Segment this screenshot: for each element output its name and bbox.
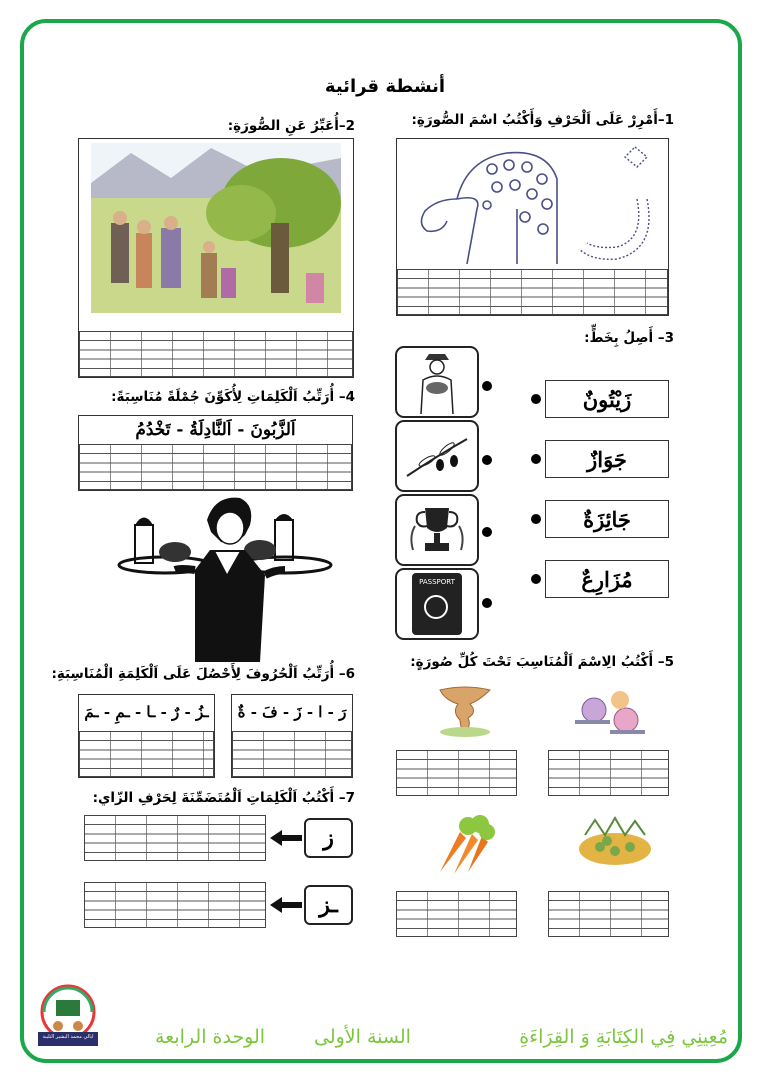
activity6-box-left: [78, 694, 215, 778]
activity1-writing-lines[interactable]: [397, 269, 668, 315]
vegetables-icon: [575, 815, 655, 870]
activity5-writing-lines[interactable]: [548, 891, 669, 937]
school-logo: [34, 982, 102, 1050]
image-connect-dot[interactable]: [482, 381, 492, 391]
image-connect-dot[interactable]: [482, 598, 492, 608]
footer-book-title: مُعِينِي فِي الكِتَابَةِ وَ القِرَاءَةِ: [519, 1026, 728, 1048]
activity2-instruction: 2–أُعَبِّرُ عَنِ الصُّورَةِ:: [227, 118, 355, 134]
activity4-writing-lines[interactable]: [79, 444, 352, 490]
activity7-writing-lines[interactable]: [84, 815, 266, 861]
tornado-icon: [430, 682, 500, 737]
footer-unit: الوحدة الرابعة: [155, 1026, 266, 1048]
activity4-instruction: 4– أُرَتِّبُ اَلْكَلِمَاتِ لِأُكَوِّنَ جُمْلَةً مُنَاسِبَةً:: [111, 389, 355, 405]
picture-olive-branch: [395, 420, 479, 492]
activity6-box-right: [231, 694, 353, 778]
word-connect-dot[interactable]: [531, 454, 541, 464]
activity5-writing-lines[interactable]: [396, 891, 517, 937]
activity7-letter-isolated: ز: [304, 818, 353, 858]
activity7-letter-connected: ـز: [304, 885, 353, 925]
passport-label: PASSPORT: [419, 578, 455, 586]
word-box-zaytoon: زَيْتُونٌ: [545, 380, 669, 418]
activity4-words: اَلزَّبُونَ - اَلنَّادِلَةُ - تَخْدُمُ: [135, 420, 296, 440]
activity6-instruction: 6– أُرَتِّبُ اَلْحُرُوفَ لِأَحْصُلَ عَلَى اَلْكَلِمَةِ الْمُنَاسِبَةِ:: [51, 666, 355, 682]
activity5-writing-lines[interactable]: [396, 750, 517, 796]
activity2-box: [78, 138, 354, 378]
activity7-writing-lines[interactable]: [84, 882, 266, 928]
activity2-writing-lines[interactable]: [79, 331, 353, 377]
activity7-instruction: 7– أَكْتُبُ اَلْكَلِمَاتِ اَلْمُتَضَمِّنَةَ لِحَرْفِ الزّاي:: [92, 790, 355, 806]
image-connect-dot[interactable]: [482, 455, 492, 465]
carrots-icon: [432, 812, 502, 877]
farmer-icon: [407, 350, 467, 414]
activity1-instruction: 1–أَمْرِرْ عَلَى اَلْحَرْفِ وَأَكْتُبُ اسْمَ الصُّورَةِ:: [411, 112, 674, 128]
word-connect-dot[interactable]: [531, 514, 541, 524]
logo-caption: أبالي محمد البشير التليبة: [42, 1034, 94, 1040]
activity1-box: [396, 138, 669, 316]
activity4-box: [78, 415, 353, 491]
olive-branch-icon: [402, 431, 472, 481]
word-connect-dot[interactable]: [531, 394, 541, 404]
giraffe-outline-icon: [397, 139, 667, 269]
activity6-letters-right: رَ - ا - زَ - فَ - ةٌ: [237, 703, 347, 721]
passport-icon: [412, 573, 462, 635]
word-box-jawaz: جَوَازٌ: [545, 440, 669, 478]
image-connect-dot[interactable]: [482, 527, 492, 537]
picture-farmer: [395, 346, 479, 418]
arrow-left-icon: [268, 828, 304, 848]
activity5-instruction: 5– أَكْتُبُ الِاسْمَ اَلْمُنَاسِبَ تَحْتَ كُلِّ صُورَةٍ:: [410, 654, 674, 670]
picture-passport: [395, 568, 479, 640]
picture-trophy: [395, 494, 479, 566]
waitress-illustration-icon: [115, 490, 337, 662]
activity6-writing-lines[interactable]: [232, 731, 352, 777]
word-box-muzari: مُزَارِعٌ: [545, 560, 669, 598]
trophy-icon: [407, 500, 467, 560]
activity6-letters-left: ـزُ - رٌ - ـا - ـمِ - ـمَ: [84, 703, 209, 721]
activity5-writing-lines[interactable]: [548, 750, 669, 796]
arrow-left-icon: [268, 895, 304, 915]
activity3-instruction: 3– أَصِلُ بِخَطٍّ:: [584, 330, 674, 346]
page-title: أنشطة قرائية: [324, 76, 446, 97]
olive-harvest-scene-icon: [91, 143, 341, 313]
snails-icon: [570, 682, 650, 737]
word-box-jaiza: جَائِزَةٌ: [545, 500, 669, 538]
activity6-writing-lines[interactable]: [79, 731, 214, 777]
word-connect-dot[interactable]: [531, 574, 541, 584]
footer-year: السنة الأولى: [314, 1026, 411, 1048]
